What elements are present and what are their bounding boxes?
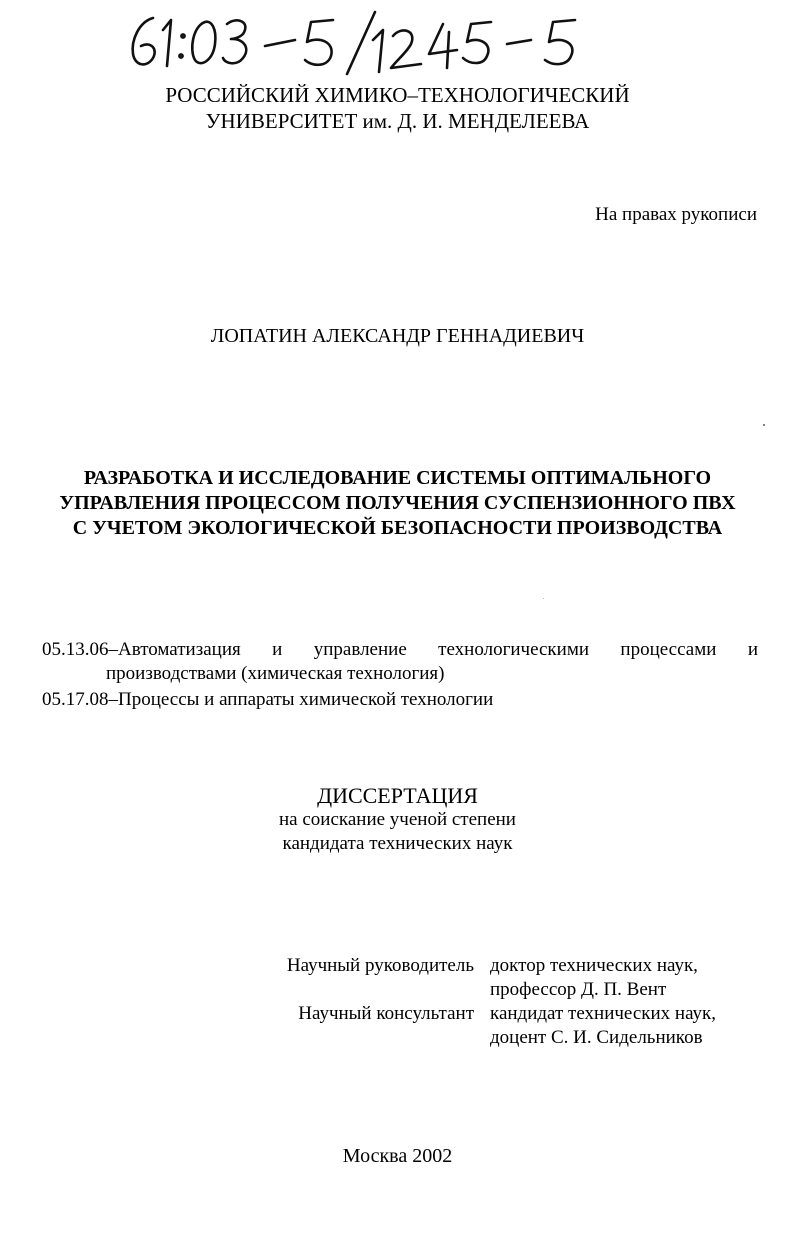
title-line-3: С УЧЕТОМ ЭКОЛОГИЧЕСКОЙ БЕЗОПАСНОСТИ ПРОИЗВОДСТВА bbox=[72, 517, 723, 539]
speck-mark bbox=[763, 424, 765, 426]
advisor-info-line-1: доктор технических наук, bbox=[490, 955, 698, 976]
university-line-1: РОССИЙСКИЙ ХИМИКО–ТЕХНОЛОГИЧЕСКИЙ bbox=[165, 83, 630, 107]
advisor-info bbox=[490, 954, 750, 1002]
specialty-1-line-1: 05.13.06–Автоматизация и управление технологическими процессами и bbox=[42, 639, 758, 660]
specialty-2-line-1: 05.17.08–Процессы и аппараты химической технологии bbox=[42, 689, 494, 710]
title-line-1: РАЗРАБОТКА И ИССЛЕДОВАНИЕ СИСТЕМЫ ОПТИМАЛЬНОГО bbox=[83, 467, 712, 489]
consultant-role: Научный консультант bbox=[298, 1003, 474, 1024]
consultant-info-line-1: кандидат технических наук, bbox=[490, 1003, 717, 1024]
handwritten-archive-code bbox=[125, 8, 595, 78]
rights-note: На правах рукописи bbox=[595, 204, 757, 225]
specialty-2 bbox=[42, 688, 758, 712]
specialty-1-line-2: производствами (химическая технология) bbox=[106, 663, 445, 684]
degree-line-2: кандидата технических наук bbox=[282, 833, 513, 854]
city-year: Москва 2002 bbox=[342, 1145, 453, 1167]
title-line-2: УПРАВЛЕНИЯ ПРОЦЕССОМ ПОЛУЧЕНИЯ СУСПЕНЗИОННОГО ПВХ bbox=[59, 492, 736, 514]
faint-speck-mark bbox=[543, 598, 544, 599]
degree-statement bbox=[0, 808, 795, 856]
dissertation-title bbox=[30, 466, 765, 541]
consultant-info-line-2: доцент С. И. Сидельников bbox=[490, 1027, 703, 1048]
handwritten-code-drawing bbox=[125, 8, 595, 78]
author-name: ЛОПАТИН АЛЕКСАНДР ГЕННАДИЕВИЧ bbox=[210, 325, 585, 347]
advisors-block bbox=[180, 954, 750, 1050]
advisor-role: Научный руководитель bbox=[286, 955, 474, 976]
degree-line-1: на соискание ученой степени bbox=[279, 809, 516, 830]
university-name bbox=[0, 82, 795, 134]
consultant-info bbox=[490, 1002, 750, 1050]
document-type: ДИССЕРТАЦИЯ bbox=[317, 783, 478, 808]
specialty-1 bbox=[42, 638, 758, 686]
consultant-row bbox=[180, 1002, 750, 1050]
university-line-2: УНИВЕРСИТЕТ им. Д. И. МЕНДЕЛЕЕВА bbox=[205, 109, 590, 133]
advisor-row bbox=[180, 954, 750, 1002]
advisor-info-line-2: профессор Д. П. Вент bbox=[490, 979, 667, 1000]
